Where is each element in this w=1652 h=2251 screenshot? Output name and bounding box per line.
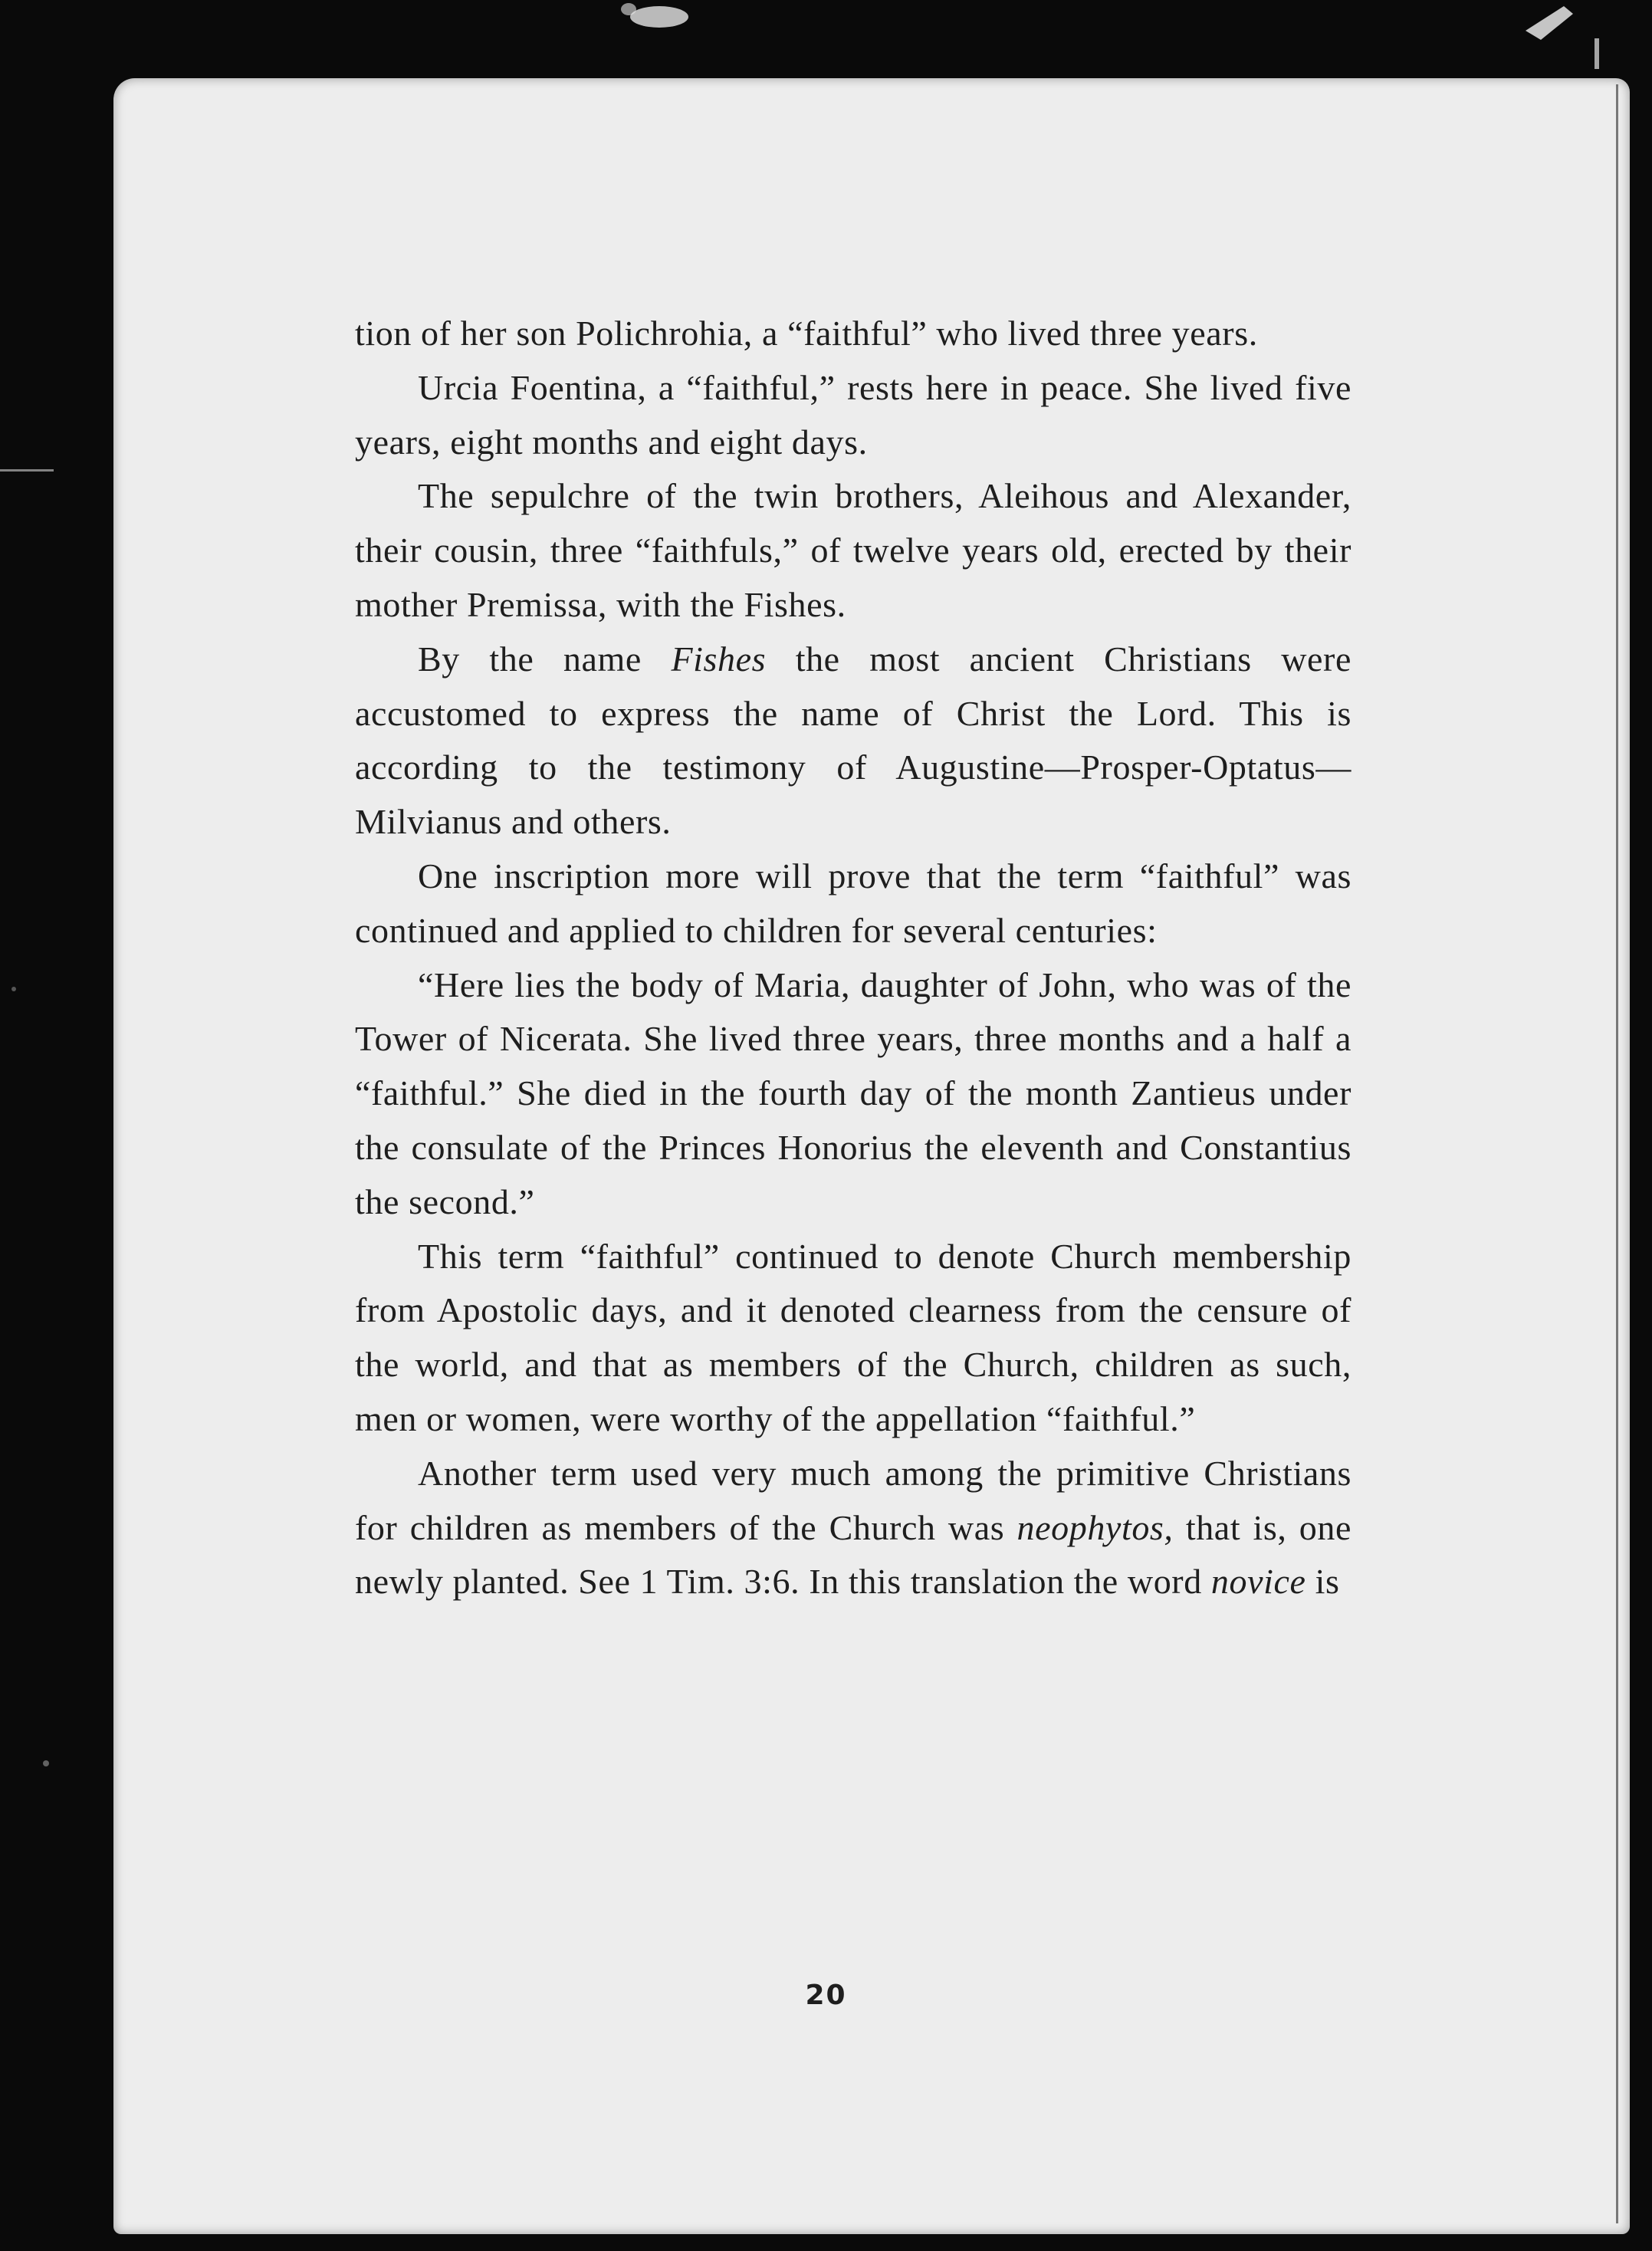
paragraph-p7 xyxy=(355,1230,1351,1447)
paragraph-p6 xyxy=(355,958,1351,1230)
text-run: tion of her son Polichrohia, a “faithful” who lived three years. xyxy=(355,314,1258,353)
page-number: 20 xyxy=(805,1980,847,2011)
paragraph-p8 xyxy=(355,1447,1351,1609)
text-run: This term “faithful” continued to denote Church membership from Apostolic days, and it denoted clearness from the censure of the world, and that as members of the Church, children as such, men or women, were worthy of the appellation “faithful.” xyxy=(355,1236,1351,1438)
text-run: One inscription more will prove that the term “faithful” was continued and applied to children for several centuries: xyxy=(355,856,1351,950)
text-run: “Here lies the body of Maria, daughter of John, who was of the Tower of Nicerata. She lived three years, three months and a half a “faithful.” She died in the fourth day of the month Zantieus under the consulate of the Princes Honorius the eleventh and Constantius the second.” xyxy=(355,964,1351,1221)
italic-term: Fishes xyxy=(671,639,767,679)
text-run: the most ancient Christians were accustomed to express the name of Christ the Lord. This is according to the testimony of Augustine—Prosper-Optatus—Milvianus and others. xyxy=(355,639,1351,842)
paragraph-p4 xyxy=(355,633,1351,849)
text-run: is xyxy=(1306,1562,1340,1602)
paragraph-p3 xyxy=(355,469,1351,632)
text-run: By the name xyxy=(418,639,672,679)
paragraph-p5 xyxy=(355,849,1351,958)
page-body-text xyxy=(355,307,1351,1609)
paragraph-p1 xyxy=(355,307,1351,361)
text-run: The sepulchre of the twin brothers, Aleihous and Alexander, their cousin, three “faithfuls,” of twelve years old, erected by their mother Premissa, with the Fishes. xyxy=(355,476,1351,624)
text-run: Another term used very much among the primitive Christians for children as members of the Church was xyxy=(355,1453,1351,1547)
text-run: that is, one newly planted. See 1 Tim. 3:6. In this translation the word xyxy=(355,1507,1351,1602)
italic-term: novice xyxy=(1210,1562,1306,1602)
text-run: Urcia Foentina, a “faithful,” rests here in peace. She lived five years, eight months and eight days. xyxy=(355,367,1351,462)
italic-term: neophytos, xyxy=(1016,1507,1174,1547)
page-edge-shadow xyxy=(1616,84,1618,2223)
paragraph-p2 xyxy=(355,361,1351,470)
